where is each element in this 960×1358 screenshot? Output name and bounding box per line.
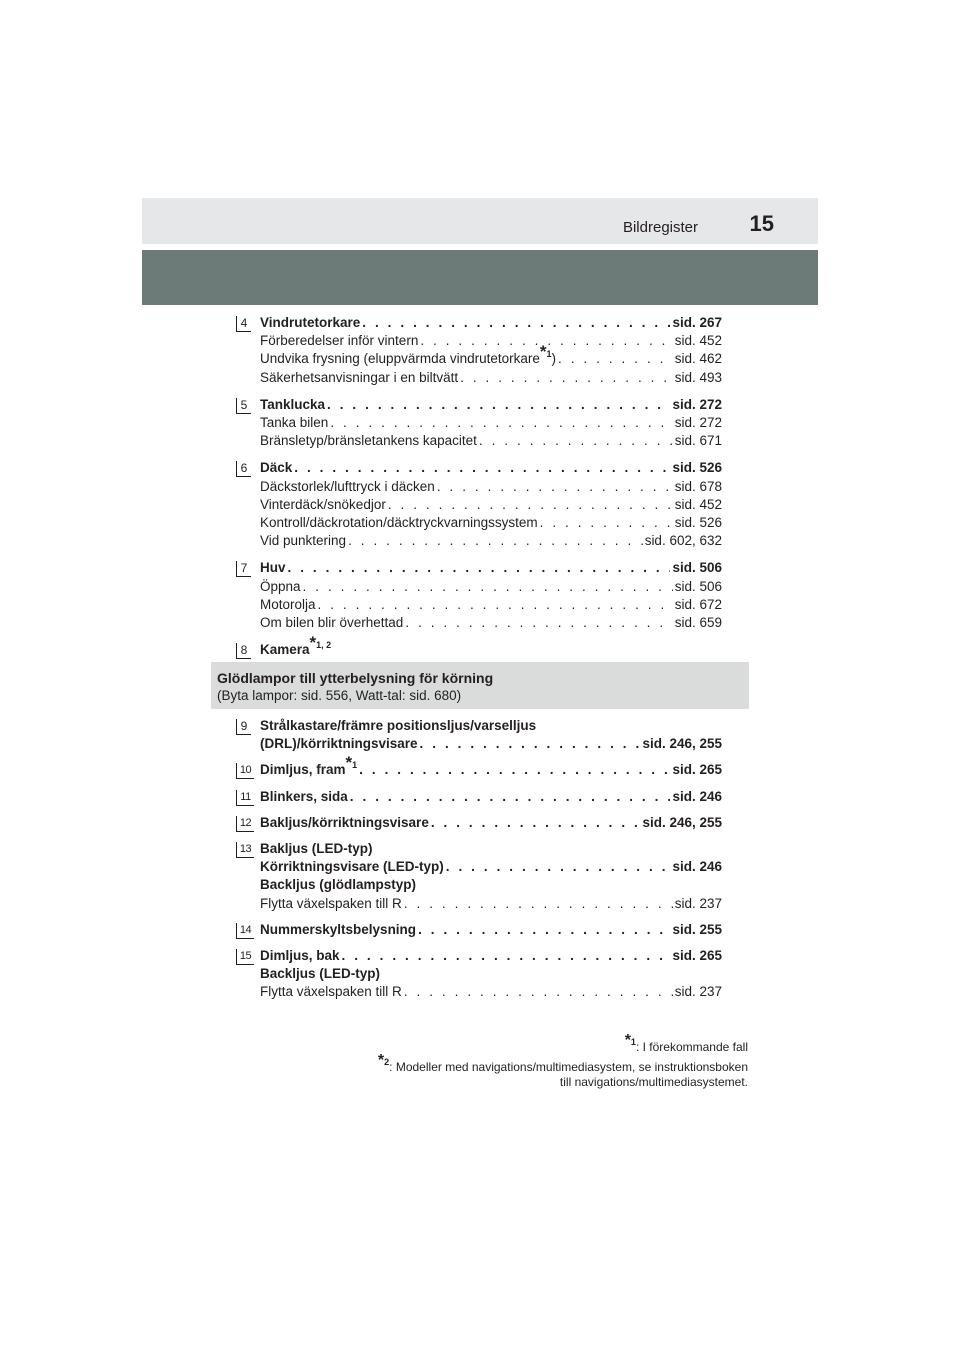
page-reference: sid. 237 — [674, 984, 722, 1000]
page-number: 15 — [749, 211, 774, 236]
page-reference: sid. 526 — [672, 460, 722, 476]
dot-leader — [318, 596, 673, 614]
page-reference: sid. 267 — [672, 315, 722, 330]
dot-leader — [479, 432, 673, 450]
entry-label: Tanka bilen — [260, 415, 329, 431]
entry-main-line — [260, 814, 722, 832]
index-entry — [236, 753, 722, 779]
entry-sub-line — [260, 496, 722, 514]
page-reference: sid. 659 — [674, 615, 722, 631]
dot-leader — [404, 983, 673, 1001]
dot-leader — [359, 761, 670, 779]
page-reference: sid. 526 — [674, 515, 722, 531]
entry-label: Bränsletyp/bränsletankens kapacitet — [260, 433, 477, 449]
index-entry — [236, 314, 722, 387]
index-list-bottom — [236, 717, 722, 1010]
asterisk: * — [624, 1032, 631, 1049]
dot-leader — [327, 396, 670, 414]
callout-number: 12 — [236, 816, 254, 832]
dot-leader — [294, 459, 670, 477]
callout-number: 8 — [236, 643, 251, 659]
entry-sub-line — [260, 478, 722, 496]
entry-label: Körriktningsvisare (LED-typ) — [260, 859, 444, 875]
page-reference: sid. 462 — [674, 351, 722, 367]
dot-leader — [348, 532, 643, 550]
callout-number: 15 — [236, 949, 254, 965]
section-header — [211, 662, 749, 709]
page-reference: sid. 272 — [672, 396, 722, 412]
dot-leader — [540, 514, 673, 532]
callout-number: 6 — [236, 461, 251, 477]
footnote-mark: *1, 2 — [309, 633, 332, 653]
index-entry — [236, 717, 722, 753]
entry-label: Nummerskyltsbelysning — [260, 921, 417, 937]
entry-label: Vinterdäck/snökedjor — [260, 496, 386, 512]
dot-leader — [288, 559, 671, 577]
footnote-mark: *2 — [377, 1052, 390, 1069]
entry-label: (DRL)/körriktningsvisare — [260, 736, 418, 752]
entry-sub-line — [260, 614, 722, 632]
entry-label: Dimljus, bak — [260, 948, 340, 964]
section-subtitle: (Byta lampor: sid. 556, Watt-tal: sid. 680) — [217, 688, 462, 703]
entry-label: Öppna — [260, 578, 301, 594]
entry-label: Säkerhetsanvisningar i en biltvätt — [260, 369, 459, 385]
index-entry — [236, 633, 722, 659]
entry-main-line — [260, 788, 722, 806]
entry-text-line — [260, 840, 722, 858]
entry-sub-line — [260, 983, 722, 1001]
page-reference: sid. 237 — [674, 895, 722, 911]
footnote-mark: *1 — [624, 1032, 636, 1049]
page-reference: sid. 678 — [674, 478, 722, 494]
entry-label: Undvika frysning (eluppvärmda vindrutetorkare$^{*1}$) — [260, 342, 557, 367]
page-reference: sid. 493 — [674, 369, 722, 385]
callout-number: 14 — [236, 923, 254, 939]
dot-leader — [350, 788, 671, 806]
entry-text-line — [260, 717, 722, 735]
entry-sub-line — [260, 414, 722, 432]
callout-number: 7 — [236, 561, 251, 577]
entry-label: Om bilen blir överhettad — [260, 615, 404, 631]
index-list-top — [236, 314, 722, 668]
entry-sub-line — [260, 578, 722, 596]
dot-leader — [431, 814, 641, 832]
entry-main-line — [260, 858, 722, 876]
entry-label: Däck — [260, 460, 293, 476]
entry-label: Förberedelser inför vintern — [260, 333, 419, 349]
asterisk: * — [345, 753, 353, 773]
page-reference: sid. 452 — [674, 333, 722, 349]
asterisk: * — [539, 342, 547, 362]
callout-number: 13 — [236, 842, 254, 858]
index-entry — [236, 396, 722, 451]
footnote: $^{*1}$: I förekommande fall — [624, 1032, 748, 1054]
entry-label: Strålkastare/främre positionsljus/varselljus — [260, 718, 537, 733]
callout-number: 5 — [236, 398, 251, 414]
entry-sub-line — [260, 432, 722, 450]
footnote-mark: *1 — [539, 342, 552, 362]
dot-leader — [405, 614, 672, 632]
page-reference: sid. 506 — [674, 578, 722, 594]
entry-label: Tanklucka — [260, 396, 326, 412]
dot-leader — [437, 478, 673, 496]
page-reference: sid. 506 — [672, 560, 722, 576]
callout-number: 10 — [236, 763, 254, 779]
header-band — [142, 250, 818, 305]
entry-label: Vindrutetorkare — [260, 315, 361, 330]
footnotes — [268, 1032, 748, 1095]
entry-main-line — [260, 559, 722, 577]
entry-label: Flytta växelspaken till R — [260, 984, 402, 1000]
asterisk: * — [309, 633, 317, 653]
dot-leader — [446, 858, 671, 876]
dot-leader — [418, 921, 670, 939]
entry-main-line — [260, 735, 722, 753]
entry-sub-line — [260, 369, 722, 387]
entry-main-line — [260, 314, 722, 332]
entry-label: Bakljus/körriktningsvisare — [260, 814, 429, 830]
page-reference: sid. 255 — [672, 921, 722, 937]
entry-main-line — [260, 633, 722, 659]
entry-main-line — [260, 947, 722, 965]
footnote: $^{*2}$: Modeller med navigations/multimediasystem, se instruktionsboken till navigations/multimediasystemet. — [377, 1052, 748, 1089]
callout-number: 11 — [236, 790, 254, 806]
index-entry — [236, 921, 722, 939]
entry-label: Backljus (glödlampstyp) — [260, 877, 417, 893]
entry-label: Flytta växelspaken till R — [260, 895, 402, 911]
entry-label: Huv — [260, 560, 286, 576]
dot-leader — [388, 496, 673, 514]
index-entry — [236, 459, 722, 550]
dot-leader — [303, 578, 673, 596]
index-entry — [236, 947, 722, 1002]
entry-sub-line — [260, 895, 722, 913]
entry-label: Bakljus (LED-typ) — [260, 841, 373, 857]
entry-main-line — [260, 921, 722, 939]
page-reference: sid. 246, 255 — [642, 814, 722, 830]
dot-leader — [362, 314, 670, 332]
page-reference: sid. 265 — [672, 948, 722, 964]
entry-sub-line — [260, 332, 722, 350]
entry-sub-line — [260, 532, 722, 550]
page-reference: sid. 602, 632 — [644, 533, 722, 549]
dot-leader — [558, 350, 673, 368]
page-reference: sid. 246 — [672, 788, 722, 804]
callout-number: 9 — [236, 719, 251, 735]
entry-text-line — [260, 876, 722, 894]
index-entry — [236, 559, 722, 632]
dot-leader — [342, 947, 671, 965]
footnote-mark: *1 — [345, 753, 358, 773]
entry-main-line — [260, 396, 722, 414]
index-entry — [236, 840, 722, 913]
page-reference: sid. 672 — [674, 596, 722, 612]
section-title: Glödlampor till ytterbelysning för körning — [217, 670, 494, 686]
entry-label: Kontroll/däckrotation/däcktryckvarningssystem — [260, 515, 538, 531]
dot-leader — [420, 735, 641, 753]
dot-leader — [460, 369, 673, 387]
page-reference: sid. 272 — [674, 415, 722, 431]
entry-label: Motorolja — [260, 596, 316, 612]
index-entry — [236, 788, 722, 806]
dot-leader — [330, 414, 672, 432]
entry-sub-line — [260, 514, 722, 532]
entry-label: Blinkers, sida — [260, 788, 348, 804]
entry-label: Däckstorlek/lufttryck i däcken — [260, 478, 435, 494]
callout-number: 4 — [236, 316, 251, 332]
dot-leader — [404, 895, 673, 913]
entry-text-line — [260, 965, 722, 983]
page-reference: sid. 452 — [674, 496, 722, 512]
page-reference: sid. 671 — [674, 433, 722, 449]
entry-label: Backljus (LED-typ) — [260, 966, 381, 982]
page-reference: sid. 265 — [672, 762, 722, 778]
entry-sub-line — [260, 342, 722, 368]
entry-label: Kamera$^{*1, 2}$ — [260, 633, 332, 658]
index-entry — [236, 814, 722, 832]
entry-label: Dimljus, fram$^{*1}$ — [260, 753, 358, 778]
page-header — [142, 198, 818, 244]
entry-main-line — [260, 459, 722, 477]
header-title: Bildregister — [622, 219, 698, 236]
asterisk: * — [377, 1052, 385, 1069]
entry-sub-line — [260, 596, 722, 614]
entry-label: Vid punktering — [260, 533, 347, 549]
page-reference: sid. 246, 255 — [642, 736, 722, 752]
entry-main-line — [260, 753, 722, 779]
page-reference: sid. 246 — [672, 859, 722, 875]
